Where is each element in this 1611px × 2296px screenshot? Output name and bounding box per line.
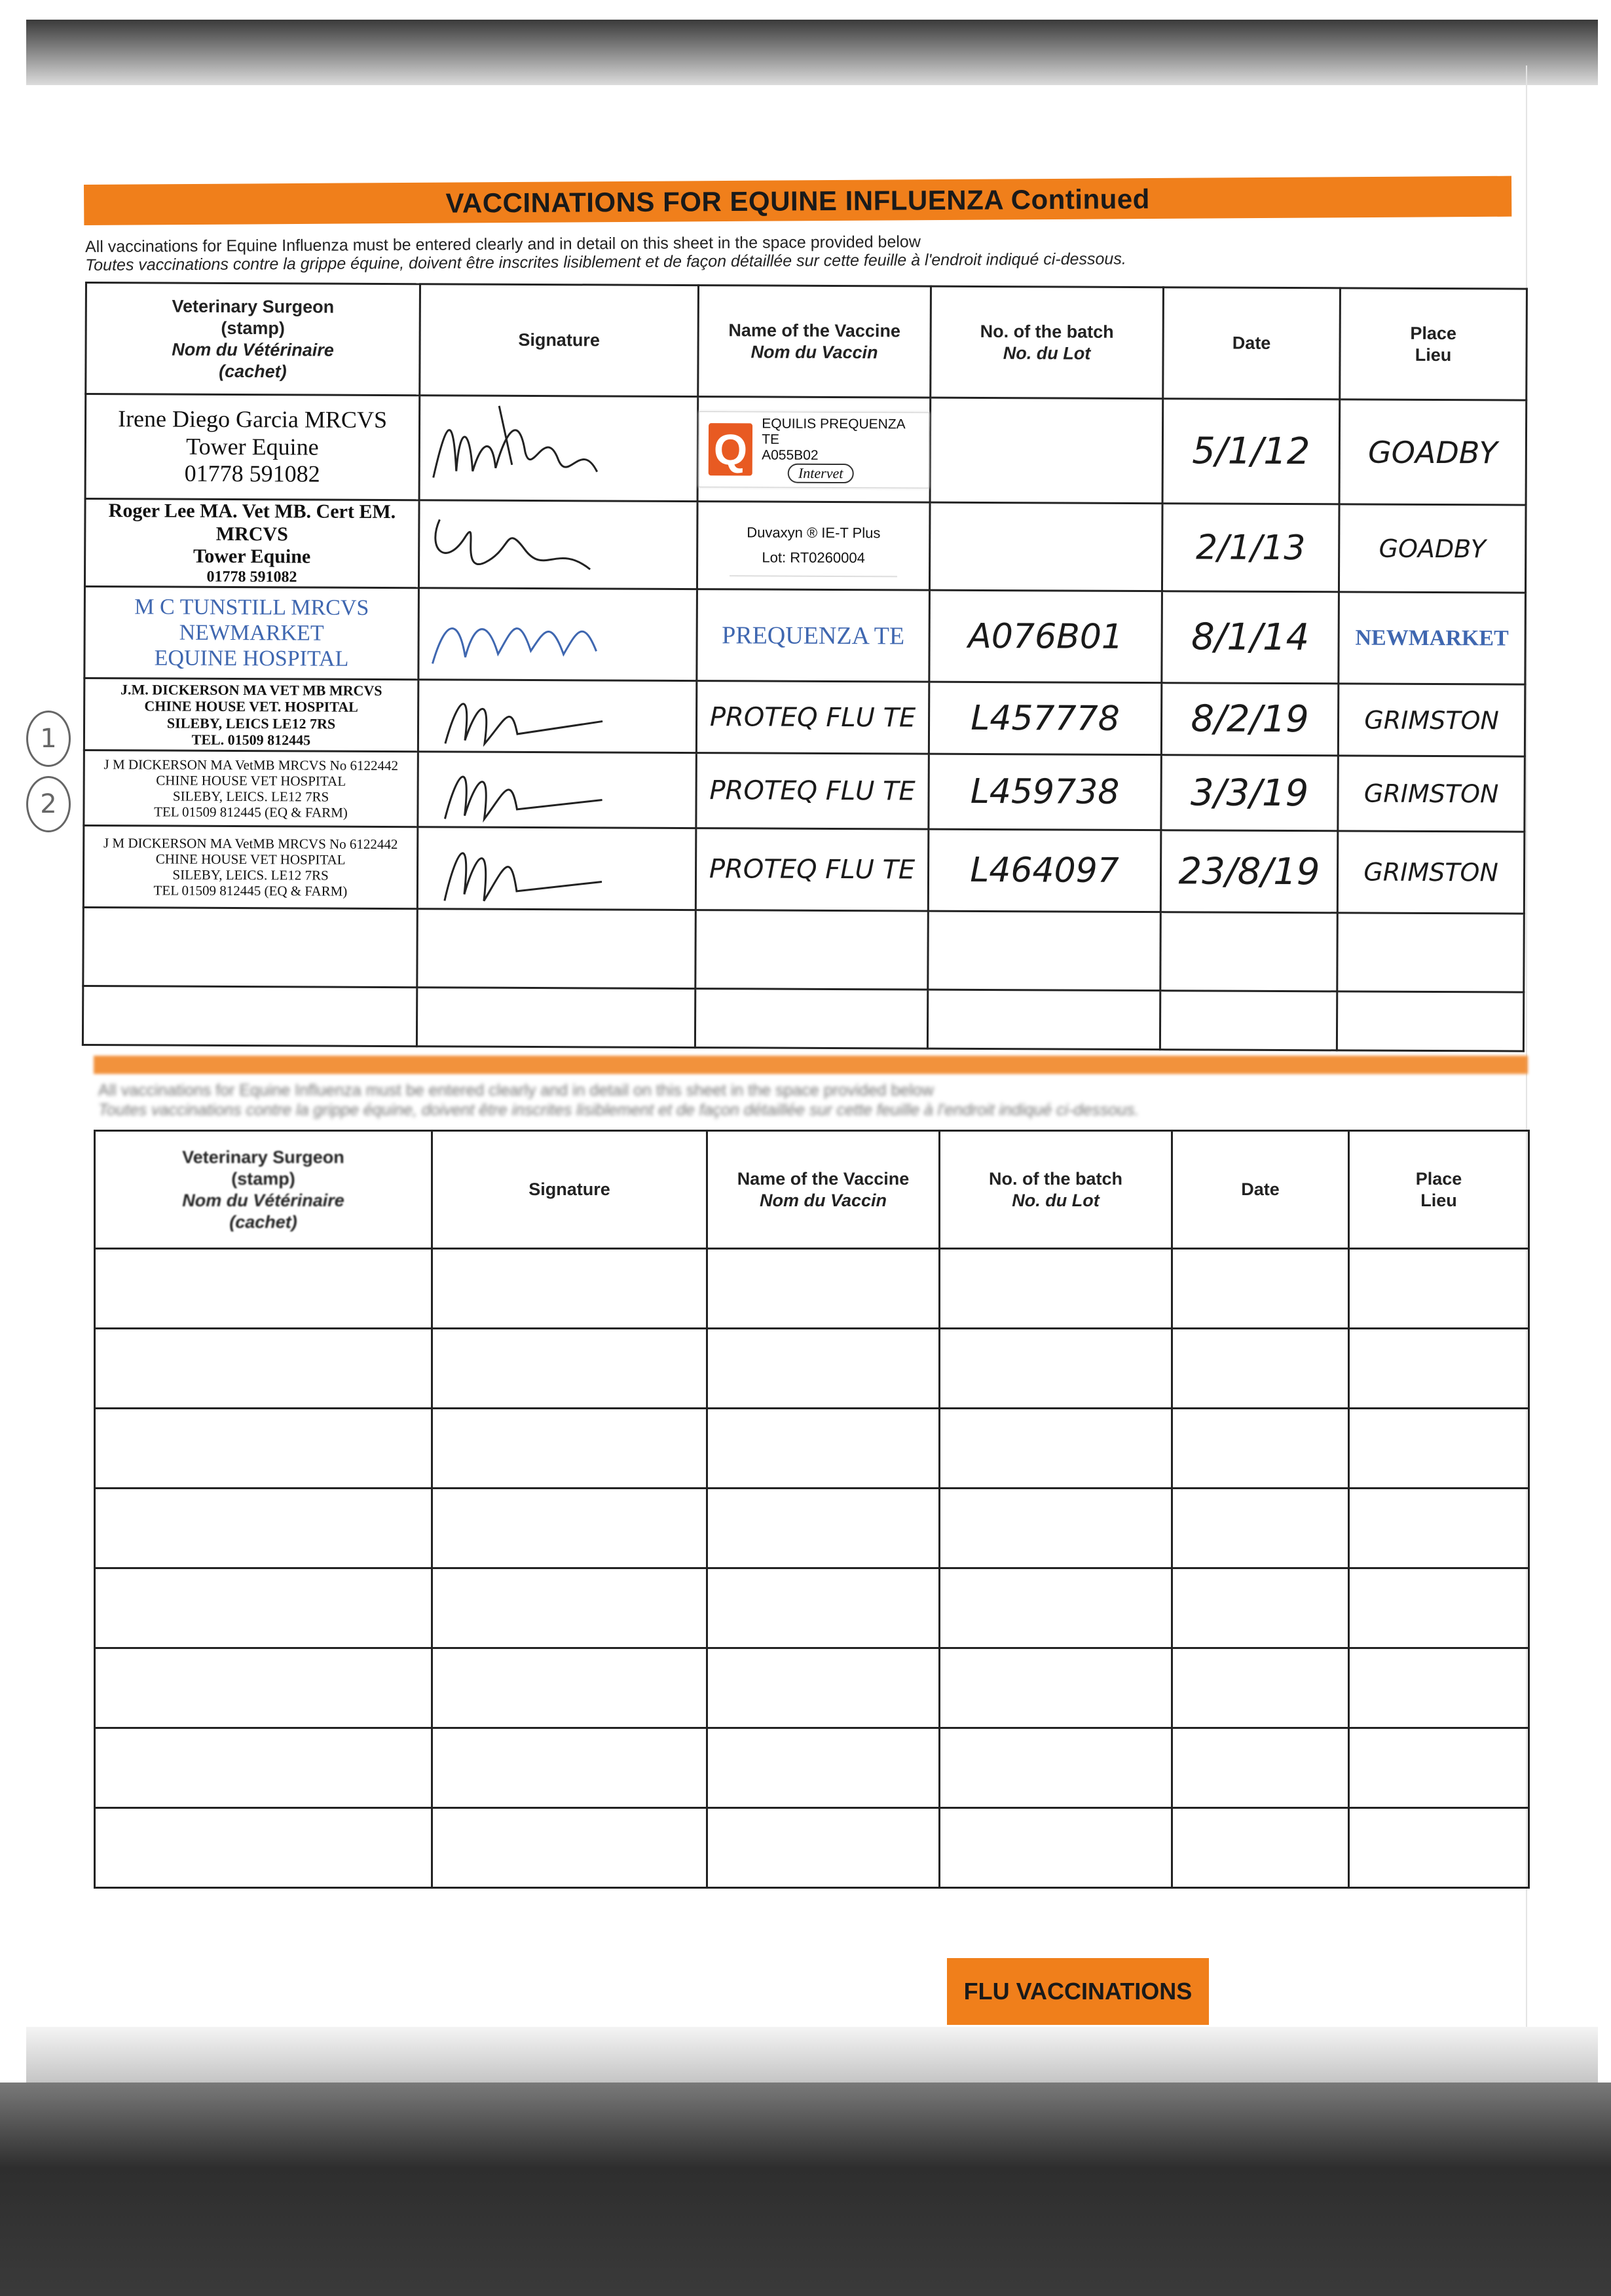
batch-cell: A076B01	[929, 590, 1162, 683]
vet-phone: TEL 01509 812445 (EQ & FARM)	[154, 804, 348, 821]
intro-french-blurred: Toutes vaccinations contre la grippe équine, doivent être inscrites lisiblement et de façon détaillée sur cette feuille à l'endroit indiqué ci-dessous.	[98, 1101, 1139, 1119]
vet-practice: CHINE HOUSE VET HOSPITAL	[156, 772, 346, 789]
intro-french: Toutes vaccinations contre la grippe équine, doivent être inscrites lisiblement et de façon détaillée sur cette feuille à l'endroit indiqué ci-dessous.	[85, 250, 1126, 274]
vaccine-lot: A055B02	[762, 447, 819, 463]
vet-name: M C TUNSTILL MRCVS	[134, 595, 369, 620]
intro-english: All vaccinations for Equine Influenza must be entered clearly and in detail on this sheet in the space provided below	[85, 232, 921, 256]
signature-image	[419, 681, 616, 750]
header-place-en: Place	[1415, 1168, 1462, 1189]
intro-text-blurred	[98, 1081, 1506, 1120]
table-row	[83, 826, 1525, 914]
vaccine-brand: Intervet	[788, 463, 854, 483]
table-row	[85, 394, 1527, 506]
header-place-fr: Lieu	[1415, 344, 1452, 365]
vet-phone: 01778 591082	[206, 568, 297, 585]
header-batch-fr: No. du Lot	[1012, 1190, 1100, 1210]
vet-practice: CHINE HOUSE VET HOSPITAL	[155, 851, 346, 868]
place-cell: GOADBY	[1339, 504, 1526, 593]
flu-vaccinations-badge: FLU VACCINATIONS	[947, 1958, 1209, 2025]
place-cell: GOADBY	[1339, 399, 1527, 505]
date-cell: 2/1/13	[1162, 504, 1339, 592]
vaccine-cell: PROTEQ FLU TE	[696, 753, 929, 830]
table-row-empty	[83, 908, 1525, 993]
table-row-empty	[95, 1409, 1529, 1489]
date-cell: 8/2/19	[1161, 683, 1338, 756]
header-vet	[86, 283, 420, 396]
signature-cell	[418, 680, 696, 753]
vaccination-table-2	[94, 1130, 1530, 1889]
vet-stamp	[84, 678, 418, 752]
place-cell: GRIMSTON	[1338, 684, 1525, 756]
batch-cell	[930, 398, 1163, 504]
vaccine-lot: Lot: RT0260004	[762, 549, 865, 566]
signature-image	[418, 753, 615, 826]
header-vet-cachet: (cachet)	[219, 361, 287, 381]
table-row-empty	[95, 1808, 1529, 1888]
date-cell: 3/3/19	[1161, 755, 1338, 831]
signature-cell	[417, 827, 696, 910]
vaccination-table-1	[82, 282, 1528, 1052]
table-row	[84, 678, 1525, 757]
intro-text	[85, 229, 1526, 274]
table-row	[84, 750, 1525, 832]
table-row-empty	[95, 1329, 1529, 1409]
header-vet-fr: Nom du Vétérinaire	[172, 339, 334, 360]
header-vet-stamp: (stamp)	[221, 318, 286, 338]
vaccine-sticker	[699, 411, 930, 489]
vet-practice: Tower Equine	[193, 545, 311, 568]
vet-stamp	[84, 587, 419, 680]
vaccine-cell	[697, 397, 931, 503]
vet-name: J.M. DICKERSON MA VET MB MRCVS	[120, 681, 382, 699]
page-edge	[1526, 65, 1593, 2030]
margin-mark-1: 1	[26, 711, 71, 767]
vet-address: SILEBY, LEICS. LE12 7RS	[172, 866, 329, 883]
signature-cell	[419, 396, 698, 502]
date-cell: 5/1/12	[1162, 399, 1340, 504]
table-row	[84, 499, 1526, 593]
vaccine-cell: PREQUENZA TE	[697, 589, 930, 682]
vet-practice-line2: EQUINE HOSPITAL	[154, 646, 349, 671]
vaccine-cell	[697, 502, 930, 591]
header-batch	[940, 1131, 1172, 1249]
batch-cell: L457778	[929, 682, 1161, 755]
place-cell: NEWMARKET	[1339, 592, 1526, 684]
margin-mark-2: 2	[26, 776, 71, 832]
table-row	[84, 587, 1526, 685]
vaccine-cell: PROTEQ FLU TE	[695, 828, 929, 912]
vet-name: J M DICKERSON MA VetMB MRCVS No 6122442	[103, 756, 399, 773]
place-cell: GRIMSTON	[1337, 831, 1525, 914]
vet-name: J M DICKERSON MA VetMB MRCVS No 6122442	[103, 834, 398, 852]
header-batch-en: No. of the batch	[989, 1168, 1122, 1189]
vet-name: Roger Lee MA. Vet MB. Cert EM. MRCVS	[108, 500, 396, 545]
header-vaccine-fr: Nom du Vaccin	[759, 1190, 887, 1210]
vet-name: Irene Diego Garcia MRCVS	[118, 405, 388, 434]
header-batch-fr: No. du Lot	[1003, 343, 1091, 363]
table-row-empty	[95, 1728, 1529, 1808]
batch-cell: L459738	[929, 754, 1161, 830]
batch-cell	[929, 502, 1162, 591]
table-row-empty	[95, 1568, 1529, 1648]
signature-cell	[418, 752, 696, 828]
date-cell: 8/1/14	[1162, 591, 1339, 684]
header-batch	[931, 286, 1164, 399]
header-vaccine-en: Name of the Vaccine	[728, 320, 901, 341]
header-vet-en: Veterinary Surgeon	[172, 296, 335, 317]
header-vet-stamp: (stamp)	[231, 1168, 295, 1189]
header-vet-cachet: (cachet)	[229, 1212, 297, 1232]
page-title: VACCINATIONS FOR EQUINE INFLUENZA Continued	[445, 183, 1150, 219]
vet-address: SILEBY, LEICS. LE12 7RS	[172, 788, 329, 805]
header-vaccine-fr: Nom du Vaccin	[750, 341, 878, 362]
vet-stamp	[83, 826, 418, 909]
header-vaccine-en: Name of the Vaccine	[737, 1168, 910, 1189]
vaccine-cell: PROTEQ FLU TE	[696, 681, 929, 754]
scan-border-bottom	[0, 2083, 1611, 2296]
table-row-empty	[95, 1249, 1529, 1329]
header-vet-en: Veterinary Surgeon	[182, 1147, 344, 1167]
date-cell: 23/8/19	[1160, 830, 1338, 913]
signature-cell	[418, 500, 697, 589]
table-row-empty	[95, 1648, 1529, 1728]
header-place	[1340, 288, 1527, 400]
vet-address: SILEBY, LEICS LE12 7RS	[166, 714, 336, 732]
vet-practice: Tower Equine	[186, 433, 319, 460]
signature-image	[420, 399, 618, 498]
section-title-bar-blurred	[94, 1056, 1528, 1074]
header-date: Date	[1172, 1131, 1349, 1249]
header-signature: Signature	[420, 284, 699, 397]
table-row-empty	[95, 1489, 1529, 1568]
header-vet-fr: Nom du Vétérinaire	[182, 1190, 344, 1210]
signature-image	[419, 591, 616, 677]
header-vaccine	[707, 1131, 940, 1249]
vet-stamp	[85, 394, 420, 500]
header-date: Date	[1163, 287, 1341, 399]
header-signature: Signature	[432, 1131, 707, 1249]
header-vet	[95, 1131, 432, 1249]
scan-border-top	[26, 20, 1598, 85]
table-row-empty	[83, 986, 1523, 1052]
header-place-en: Place	[1410, 323, 1457, 343]
vaccine-logo: Q	[709, 423, 753, 475]
header-place-fr: Lieu	[1420, 1190, 1457, 1210]
vaccine-sticker	[730, 515, 898, 577]
batch-cell: L464097	[928, 829, 1161, 912]
place-cell: GRIMSTON	[1338, 756, 1525, 832]
table-header-row	[86, 283, 1527, 401]
vet-practice: CHINE HOUSE VET. HOSPITAL	[144, 697, 358, 716]
signature-image	[420, 509, 616, 579]
vaccine-name: EQUILIS PREQUENZA TE	[762, 416, 905, 447]
vet-phone: TEL 01509 812445 (EQ & FARM)	[153, 882, 348, 899]
intro-english-blurred: All vaccinations for Equine Influenza must be entered clearly and in detail on this sheet in the space provided below	[98, 1081, 934, 1100]
signature-image	[418, 828, 616, 908]
header-batch-en: No. of the batch	[980, 321, 1114, 342]
vet-stamp	[84, 499, 419, 588]
header-place	[1349, 1131, 1529, 1249]
section-title-bar	[84, 176, 1511, 225]
vet-practice: NEWMARKET	[179, 620, 324, 646]
table-header-row	[95, 1131, 1529, 1249]
header-vaccine	[698, 286, 931, 398]
vet-phone: 01778 591082	[184, 460, 320, 487]
vet-phone: TEL. 01509 812445	[191, 731, 311, 749]
vaccine-name: Duvaxyn ® IE-T Plus	[747, 523, 881, 541]
signature-cell	[418, 588, 697, 681]
vet-stamp	[84, 750, 418, 827]
